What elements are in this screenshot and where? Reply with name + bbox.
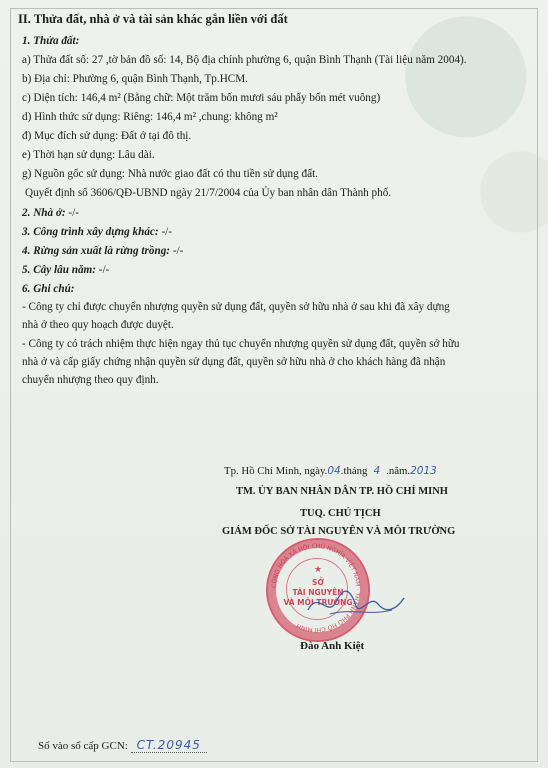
- note-line: chuyển nhượng theo quy định.: [22, 374, 159, 386]
- land-area: c) Diện tích: 146,4 m² (Bằng chữ: Một trăm bốn mươi sáu phẩy bốn mét vuông): [22, 92, 381, 104]
- house-value: -/-: [65, 207, 79, 219]
- other-works-heading: 3. Công trình xây dựng khác:: [22, 226, 159, 238]
- perennial-trees-value: -/-: [95, 264, 110, 276]
- signing-authority: TM. ỦY BAN NHÂN DÂN TP. HỒ CHÍ MINH: [236, 486, 448, 497]
- other-works-row: [22, 225, 172, 239]
- seal-line: TÀI NGUYÊN: [292, 588, 344, 597]
- signing-place: Tp. Hồ Chí Minh, ngày.: [224, 465, 328, 477]
- signing-month: 4: [373, 465, 381, 477]
- forest-heading: 4. Rừng sản xuất là rừng trồng:: [22, 245, 171, 257]
- seal-star-icon: ★: [314, 564, 323, 574]
- forest-value: -/-: [170, 245, 184, 257]
- signer-name: Đào Anh Kiệt: [300, 640, 365, 652]
- handwritten-signature: [300, 580, 410, 630]
- signing-date: [224, 465, 437, 477]
- house-heading: 2. Nhà ở:: [22, 207, 66, 219]
- notes-heading: 6. Ghi chú:: [22, 283, 75, 295]
- note-line: - Công ty có trách nhiệm thực hiện ngay thủ tục chuyển nhượng quyền sử dụng đất, quyền sở hữu: [22, 338, 460, 350]
- note-line: - Công ty chỉ được chuyển nhượng quyền sử dụng đất, quyền sở hữu nhà ở sau khi đã xây dựng: [22, 301, 450, 313]
- register-label: Số vào sổ cấp GCN:: [38, 740, 128, 752]
- land-parcel-number: a) Thửa đất số: 27 ,tờ bản đồ số: 14, Bộ địa chính phường 6, quận Bình Thạnh (Tài liệu năm 2004).: [22, 54, 467, 66]
- perennial-trees-heading: 5. Cây lâu năm:: [22, 264, 96, 276]
- seal-line: VÀ MÔI TRƯỜNG: [283, 598, 353, 607]
- other-works-value: -/-: [158, 226, 172, 238]
- seal-line: SỞ: [312, 578, 324, 587]
- signing-month-label: .tháng: [340, 465, 368, 477]
- land-usage-form: d) Hình thức sử dụng: Riêng: 146,4 m² ,chung: không m²: [22, 111, 278, 123]
- register-value: CT.20945: [131, 738, 207, 753]
- signing-year: 2013: [410, 465, 437, 477]
- note-line: nhà ở theo quy hoạch được duyệt.: [22, 319, 174, 331]
- signing-day: 04: [327, 465, 341, 477]
- land-heading: 1. Thửa đất:: [22, 35, 80, 47]
- land-usage-term: e) Thời hạn sử dụng: Lâu dài.: [22, 149, 155, 161]
- house-row: [22, 206, 79, 220]
- signing-director-title: GIÁM ĐỐC SỞ TÀI NGUYÊN VÀ MÔI TRƯỜNG: [222, 526, 456, 537]
- note-line: nhà ở và cấp giấy chứng nhận quyền sử dụng đất, quyền sở hữu nhà ở cho khách hàng đã nhận: [22, 356, 446, 368]
- signing-tuq: TUQ. CHỦ TỊCH: [300, 508, 381, 519]
- svg-text:CỘNG HÒA XÃ HỘI CHỦ NGHĨA VIỆT: CỘNG HÒA XÃ HỘI CHỦ NGHĨA VIỆT NAM · THÀNH PHỐ HỒ CHÍ MINH: [270, 542, 362, 634]
- land-usage-origin: g) Nguồn gốc sử dụng: Nhà nước giao đất có thu tiền sử dụng đất.: [22, 168, 318, 180]
- register-number: [38, 738, 207, 752]
- perennial-trees-row: [22, 263, 109, 277]
- land-decision: Quyết định số 3606/QĐ-UBND ngày 21/7/2004 của Ủy ban nhân dân Thành phố.: [25, 187, 392, 199]
- section-title: II. Thửa đất, nhà ở và tài sản khác gắn liền với đất: [18, 12, 288, 26]
- land-address: b) Địa chỉ: Phường 6, quận Bình Thạnh, Tp.HCM.: [22, 73, 248, 85]
- forest-row: [22, 244, 183, 258]
- signing-year-label: .năm.: [386, 465, 411, 477]
- land-usage-purpose: đ) Mục đích sử dụng: Đất ở tại đô thị.: [22, 130, 192, 142]
